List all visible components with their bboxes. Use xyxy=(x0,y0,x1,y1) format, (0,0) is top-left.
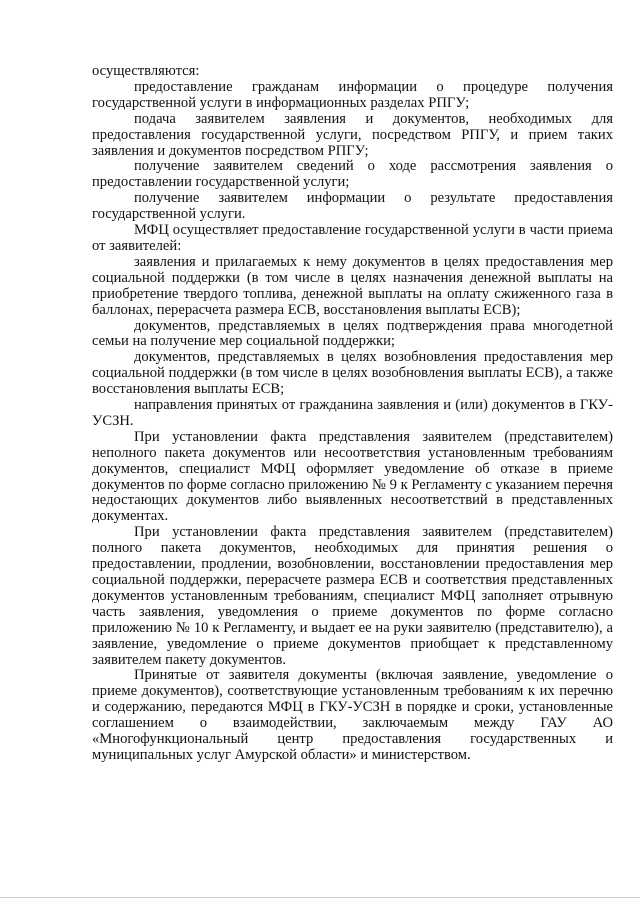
paragraph-forwarding: направления принятых от гражданина заявления и (или) документов в ГКУ-УСЗН. xyxy=(92,397,613,429)
page-bottom-edge xyxy=(0,897,640,898)
paragraph-application-submission: подача заявителем заявления и документов, необходимых для предоставления государственной услуги, посредством РПГУ, и прием таких заявления и документов посредством РПГУ; xyxy=(92,110,613,159)
paragraph-intro: осуществляются: xyxy=(92,63,200,79)
paragraph-resumption: документов, представляемых в целях возобновления предоставления мер социальной поддержки (в том числе в целях возобновления выплаты ЕСВ), а также восстановления выплаты ЕСВ; xyxy=(92,349,613,398)
document-page xyxy=(92,64,613,764)
paragraph-complete-package: При установлении факта представления заявителем (представителем) полного пакета документов, необходимых для принятия решения о предоставлении, продлении, возобновлении, восстановлении предоставления мер социальной поддержки, перерасчете размера ЕСВ и соответствия представленных документов установленным требованиям, специалист МФЦ заполняет отрывную часть заявления, уведомления о приеме документов по форме согласно приложению № 10 к Регламенту, и выдает ее на руки заявителю (представителю), а заявление, уведомление о приеме документов приобщает к представленному заявителем пакету документов. xyxy=(92,524,613,668)
paragraph-incomplete-package: При установлении факта представления заявителем (представителем) неполного пакета документов или несоответствия установленным требованиям документов, специалист МФЦ оформляет уведомление об отказе в приеме документов по форме согласно приложению № 9 к Регламенту с указанием перечня недостающих документов либо выявленных несоответствий в представленных документах. xyxy=(92,428,613,525)
paragraph-status-info: получение заявителем сведений о ходе рассмотрения заявления о предоставлении государственной услуги; xyxy=(92,158,613,191)
paragraph-large-family: документов, представляемых в целях подтверждения права многодетной семьи на получение мер социальной поддержки; xyxy=(92,317,613,350)
paragraph-info-provision: предоставление гражданам информации о процедуре получения государственной услуги в информационных разделах РПГУ; xyxy=(92,78,613,111)
paragraph-mfc-scope: МФЦ осуществляет предоставление государственной услуги в части приема от заявителей: xyxy=(92,222,613,254)
paragraph-result-info: получение заявителем информации о результате предоставления государственной услуги. xyxy=(92,190,613,223)
paragraph-applications: заявления и прилагаемых к нему документов в целях предоставления мер социальной поддержки (в том числе в целях назначения денежной выплаты на приобретение твердого топлива, денежной выплаты на оплату сжиженного газа в баллонах, перерасчета размера ЕСВ, восстановления выплаты ЕСВ); xyxy=(92,253,613,318)
paragraph-transfer: Принятые от заявителя документы (включая заявление, уведомление о приеме документов), соответствующие установленным требованиям к их перечню и содержанию, передаются МФЦ в ГКУ-УСЗН в порядке и сроки, установленные соглашением о взаимодействии, заключаемым между ГАУ АО «Многофункциональный центр предоставления государственных и муниципальных услуг Амурской области» и министерством. xyxy=(92,667,613,763)
